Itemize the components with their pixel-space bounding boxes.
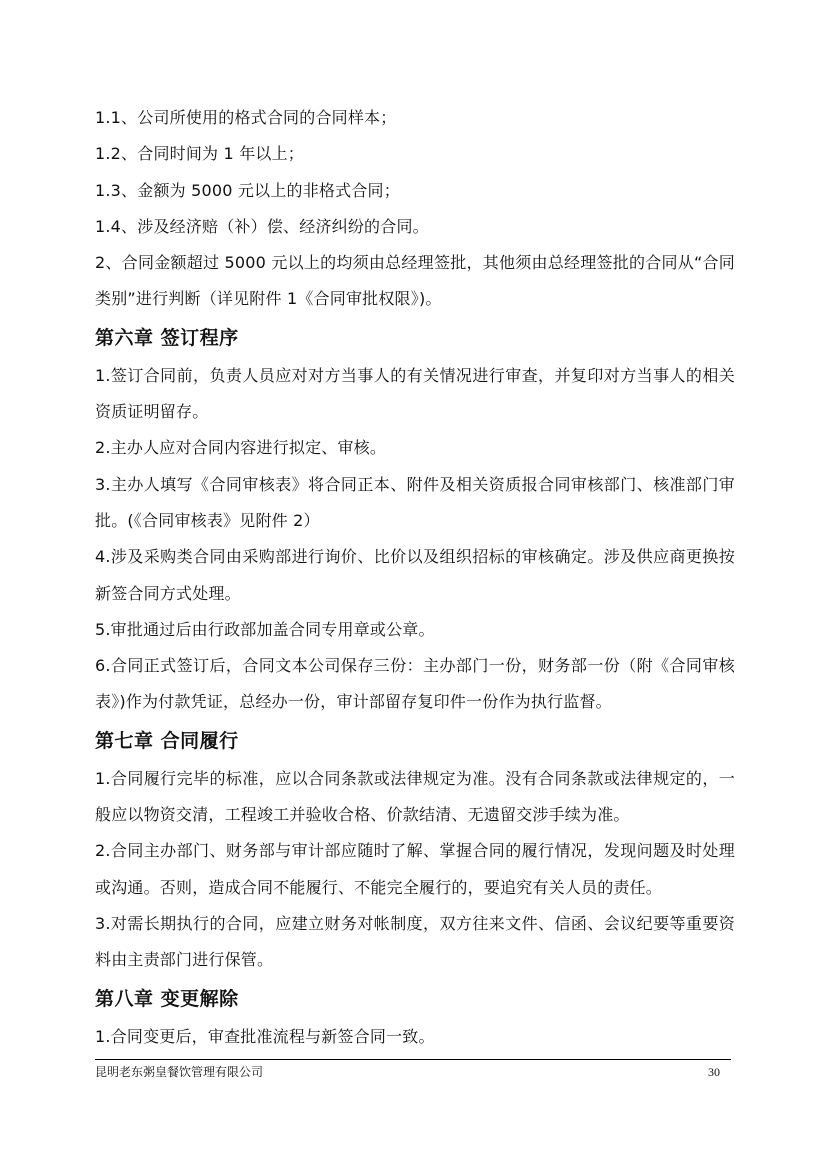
footer-company-name: 昆明老东粥皇餐饮管理有限公司	[95, 1065, 264, 1079]
clause-1-3: 1.3、金额为 5000 元以上的非格式合同；	[95, 180, 400, 200]
chapter-6-item-2: 2.主办人应对合同内容进行拟定、审核。	[95, 438, 387, 458]
footer-divider	[95, 1059, 731, 1060]
chapter-6-heading: 第六章 签订程序	[95, 326, 239, 349]
clause-1-1: 1.1、公司所使用的格式合同的合同样本；	[95, 108, 397, 127]
chapter-6-item-5: 5.审批通过后由行政部加盖合同专用章或公章。	[95, 619, 435, 639]
chapter-6-item-1: 1.签订合同前，负责人员应对对方当事人的有关情况进行审查，并复印对方当事人的相关资质证明留存。	[95, 365, 735, 422]
clause-1-2: 1.2、合同时间为 1 年以上；	[95, 144, 304, 164]
clause-1-4: 1.4、涉及经济赔（补）偿、经济纠纷的合同。	[95, 216, 429, 236]
page-number: 30	[708, 1065, 720, 1079]
chapter-7-item-3: 3.对需长期执行的合同，应建立财务对帐制度，双方往来文件、信函、会议纪要等重要资料由主责部门进行保管。	[95, 913, 735, 970]
chapter-6-item-4: 4.涉及采购类合同由采购部进行询价、比价以及组织招标的审核确定。涉及供应商更换按新签合同方式处理。	[95, 547, 735, 603]
chapter-8-item-1: 1.合同变更后，审查批准流程与新签合同一致。	[95, 1026, 435, 1046]
chapter-6-item-3: 3.主办人填写《合同审核表》将合同正本、附件及相关资质报合同审核部门、核准部门审批。(《合同审核表》见附件 2）	[95, 474, 735, 530]
chapter-7-item-2: 2.合同主办部门、财务部与审计部应随时了解、掌握合同的履行情况，发现问题及时处理或沟通。否则，造成合同不能履行、不能完全履行的，要追究有关人员的责任。	[95, 841, 735, 897]
document-body	[95, 100, 735, 1055]
chapter-6-item-6: 6.合同正式签订后，合同文本公司保存三份：主办部门一份，财务部一份（附《合同审核表》)作为付款凭证，总经办一份，审计部留存复印件一份作为执行监督。	[95, 656, 735, 712]
clause-2: 2、合同金额超过 5000 元以上的均须由总经理签批，其他须由总经理签批的合同从“合同类别”进行判断（详见附件 1《合同审批权限》)。	[95, 253, 735, 309]
chapter-8-heading: 第八章 变更解除	[95, 987, 239, 1010]
chapter-7-heading: 第七章 合同履行	[95, 729, 239, 752]
chapter-7-item-1: 1.合同履行完毕的标准，应以合同条款或法律规定为准。没有合同条款或法律规定的，一般应以物资交清，工程竣工并验收合格、价款结清、无遗留交涉手续为准。	[95, 768, 735, 825]
